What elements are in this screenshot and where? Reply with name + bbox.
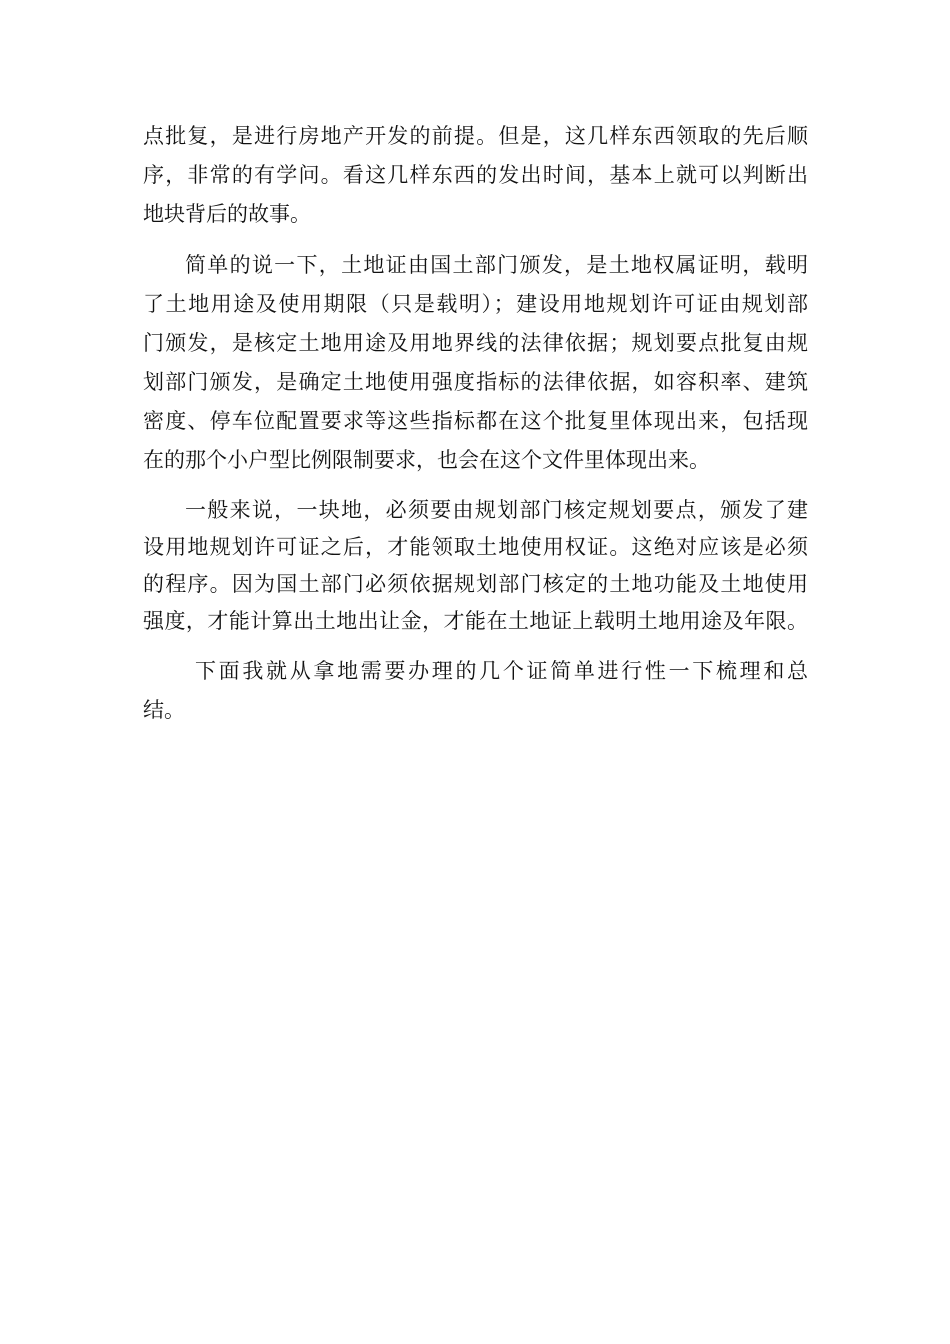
paragraph-spacing [143,640,808,652]
paragraph-line: 门颁发，是核定土地用途及用地界线的法律依据；规划要点批复由规 [143,331,808,355]
paragraph-line: 点批复，是进行房地产开发的前提。但是，这几样东西领取的先后顺 [143,124,808,148]
paragraph-line: 了土地用途及使用期限（只是载明）；建设用地规划许可证由规划部 [143,292,808,316]
paragraph-3 [143,492,808,640]
paragraph-spacing [143,234,808,246]
paragraph-4 [143,652,808,730]
paragraph-line: 简单的说一下，土地证由国土部门颁发，是土地权属证明，载明 [185,253,808,277]
document-body [143,117,808,730]
paragraph-line: 下面我就从拿地需要办理的几个证简单进行性一下梳理和总 [195,659,808,683]
paragraph-line: 强度，才能计算出土地出让金，才能在土地证上载明土地用途及年限。 [143,609,808,633]
paragraph-line: 结。 [143,698,185,722]
paragraph-spacing [143,480,808,492]
paragraph-2 [143,246,808,480]
paragraph-line: 地块背后的故事。 [143,202,311,226]
paragraph-line: 序，非常的有学问。看这几样东西的发出时间，基本上就可以判断出 [143,163,808,187]
paragraph-1 [143,117,808,234]
paragraph-line: 的程序。因为国土部门必须依据规划部门核定的土地功能及土地使用 [143,572,808,596]
paragraph-line: 在的那个小户型比例限制要求，也会在这个文件里体现出来。 [143,448,710,472]
paragraph-line: 一般来说，一块地，必须要由规划部门核定规划要点，颁发了建 [185,498,808,522]
paragraph-line: 设用地规划许可证之后，才能领取土地使用权证。这绝对应该是必须 [143,535,808,559]
paragraph-line: 密度、停车位配置要求等这些指标都在这个批复里体现出来，包括现 [143,409,808,433]
paragraph-line: 划部门颁发，是确定土地使用强度指标的法律依据，如容积率、建筑 [143,370,808,394]
